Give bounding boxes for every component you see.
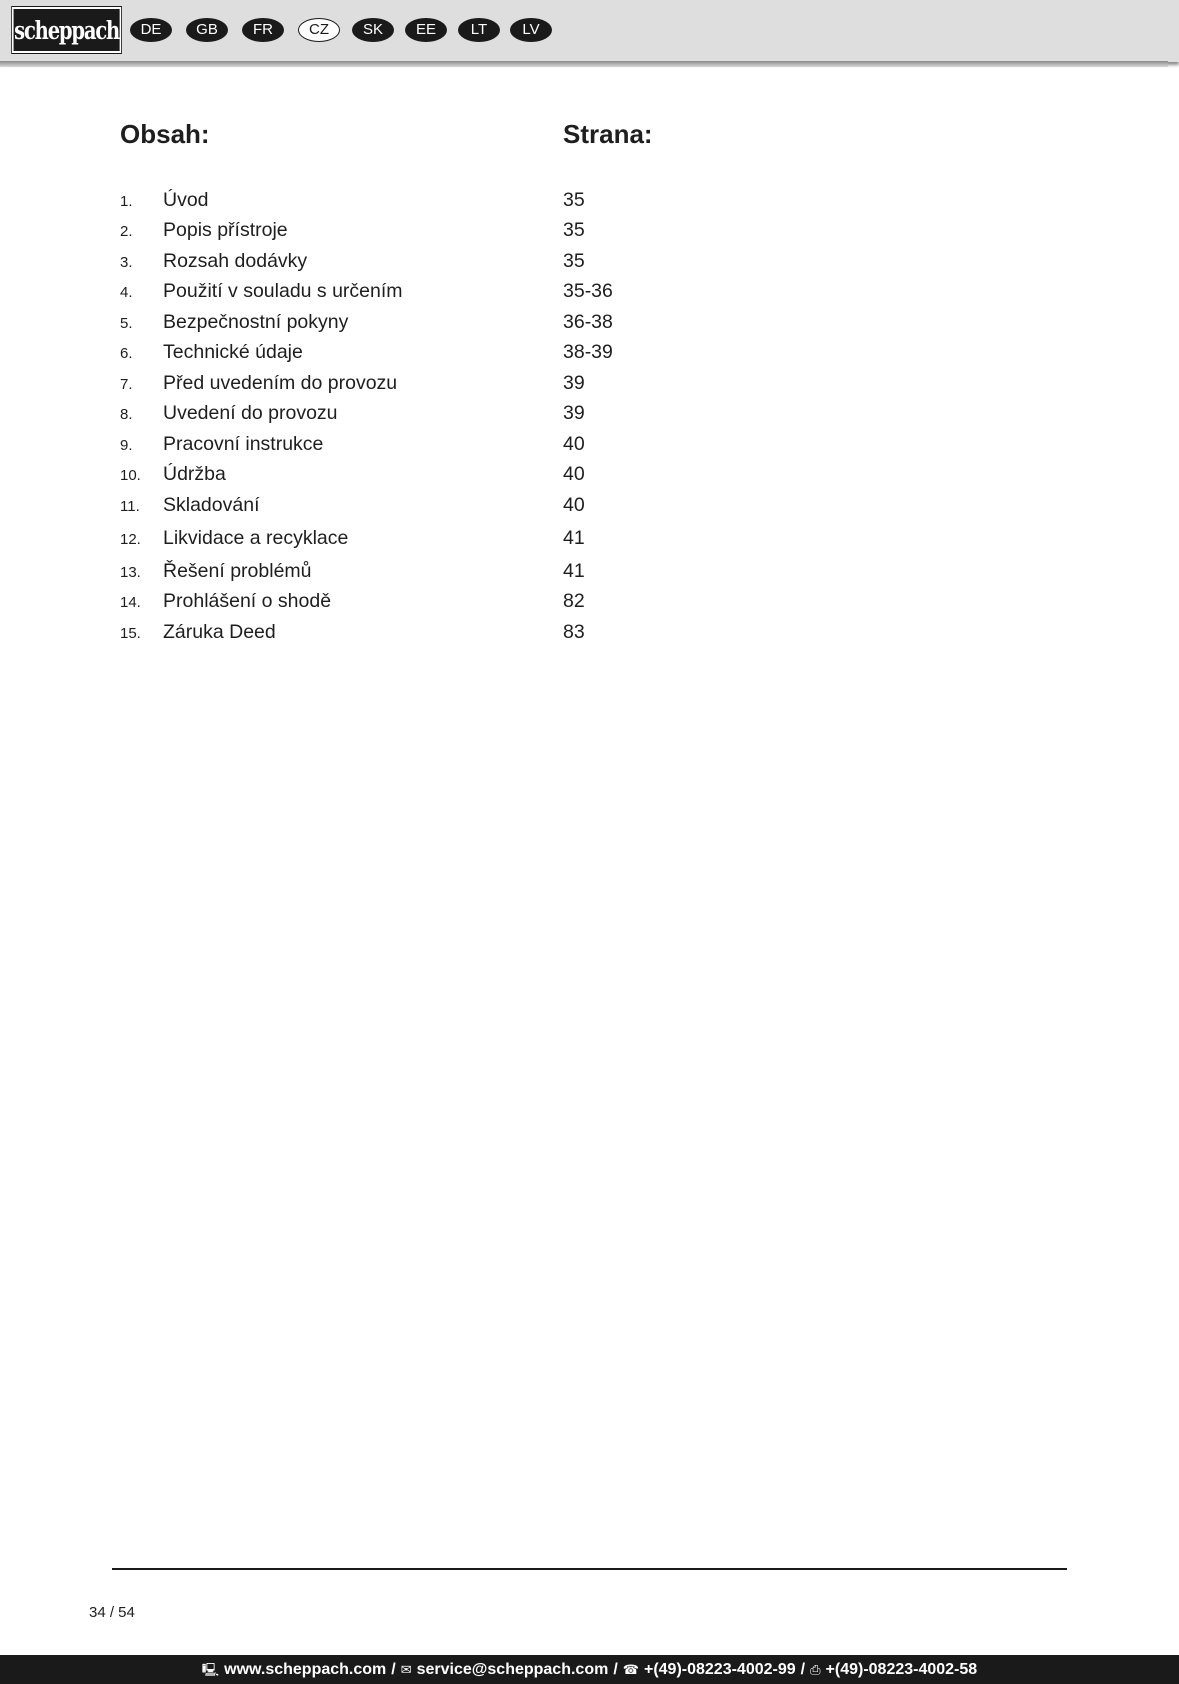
toc-item-label: Údržba	[163, 463, 226, 485]
computer-icon: 🖳︎	[201, 1662, 220, 1677]
toc-title: Obsah:	[120, 119, 210, 149]
footer-bar	[0, 1655, 1179, 1684]
toc-item[interactable]	[0, 311, 800, 337]
footer-website[interactable]: www.scheppach.com	[224, 1661, 387, 1678]
toc-item-label: Záruka Deed	[163, 621, 276, 643]
lang-lt[interactable]: LT	[458, 18, 500, 42]
toc-item-label: Před uvedením do provozu	[163, 372, 398, 394]
toc-item-number: 12.	[120, 531, 141, 548]
toc-item-number: 1.	[120, 193, 133, 210]
mail-icon: ✉︎	[400, 1662, 412, 1677]
toc-item-page: 35	[563, 219, 585, 241]
toc-item-number: 3.	[120, 254, 133, 271]
phone-icon: ☎︎	[622, 1662, 639, 1677]
toc-item[interactable]	[0, 280, 800, 306]
lang-fr[interactable]: FR	[242, 18, 284, 42]
toc-item-page: 35-36	[563, 280, 613, 302]
toc-item-number: 4.	[120, 284, 133, 301]
footer-separator: /	[391, 1661, 396, 1678]
toc-item-label: Úvod	[163, 189, 209, 211]
toc-item[interactable]	[0, 250, 800, 276]
lang-cz[interactable]: CZ	[298, 18, 340, 42]
toc-item-label: Pracovní instrukce	[163, 433, 324, 455]
toc-item[interactable]	[0, 590, 800, 616]
lang-lv[interactable]: LV	[510, 18, 552, 42]
toc-item[interactable]	[0, 494, 800, 520]
toc-item-number: 2.	[120, 223, 133, 240]
toc-item[interactable]	[0, 433, 800, 459]
toc-item-number: 10.	[120, 467, 141, 484]
toc-item[interactable]	[0, 219, 800, 245]
toc-page-heading: Strana:	[563, 119, 653, 149]
toc-item-number: 7.	[120, 376, 133, 393]
toc-item-label: Řešení problémů	[163, 560, 312, 582]
toc-item-page: 83	[563, 621, 585, 643]
header-shadow	[0, 61, 1168, 67]
toc-item-page: 41	[563, 560, 585, 582]
toc-item-page: 39	[563, 402, 585, 424]
toc-item-page: 38-39	[563, 341, 613, 363]
toc-item-number: 11.	[120, 498, 140, 515]
toc-item-label: Likvidace a recyklace	[163, 527, 349, 549]
fax-icon: ⎙	[810, 1662, 821, 1677]
toc-item[interactable]	[0, 560, 800, 586]
lang-ee[interactable]: EE	[405, 18, 447, 42]
toc-item-page: 40	[563, 494, 585, 516]
toc-item-label: Prohlášení o shodě	[163, 590, 332, 612]
toc-item-label: Bezpečnostní pokyny	[163, 311, 349, 333]
header-bar	[0, 0, 1179, 62]
lang-de[interactable]: DE	[130, 18, 172, 42]
toc-item[interactable]	[0, 402, 800, 428]
footer-divider	[112, 1568, 1067, 1570]
toc-item[interactable]	[0, 372, 800, 398]
footer-separator: /	[800, 1661, 806, 1678]
toc-item-number: 15.	[120, 625, 141, 642]
toc-item-number: 8.	[120, 406, 133, 423]
toc-item[interactable]	[0, 189, 800, 215]
toc-item-page: 82	[563, 590, 585, 612]
toc-item-page: 39	[563, 372, 585, 394]
toc-item[interactable]	[0, 463, 800, 489]
toc-item-page: 40	[563, 463, 585, 485]
toc-item-label: Popis přístroje	[163, 219, 288, 241]
toc-item-label: Skladování	[163, 494, 260, 516]
lang-sk[interactable]: SK	[352, 18, 394, 42]
toc-item-number: 6.	[120, 345, 133, 362]
footer-fax[interactable]: +(49)-08223-4002-58	[825, 1661, 978, 1678]
toc-item-number: 14.	[120, 594, 141, 611]
toc-item-page: 41	[563, 527, 585, 549]
toc-item-page: 36-38	[563, 311, 613, 333]
toc-item-page: 35	[563, 189, 585, 211]
scheppach-logo: scheppach	[12, 7, 121, 53]
footer-separator: /	[613, 1661, 618, 1678]
toc-item-number: 13.	[120, 564, 141, 581]
toc-item-label: Rozsah dodávky	[163, 250, 308, 272]
toc-item[interactable]	[0, 621, 800, 647]
toc-item-page: 35	[563, 250, 585, 272]
toc-item-number: 9.	[120, 437, 133, 454]
lang-gb[interactable]: GB	[186, 18, 228, 42]
toc-item-page: 40	[563, 433, 585, 455]
toc-item-number: 5.	[120, 315, 133, 332]
toc-item-label: Technické údaje	[163, 341, 303, 363]
footer-email[interactable]: service@scheppach.com	[416, 1661, 609, 1678]
toc-item-label: Použití v souladu s určením	[163, 280, 403, 302]
page-number: 34 / 54	[89, 1604, 135, 1621]
toc-item[interactable]	[0, 341, 800, 367]
footer-phone[interactable]: +(49)-08223-4002-99	[643, 1661, 796, 1678]
toc-item[interactable]	[0, 527, 800, 553]
toc-item-label: Uvedení do provozu	[163, 402, 338, 424]
